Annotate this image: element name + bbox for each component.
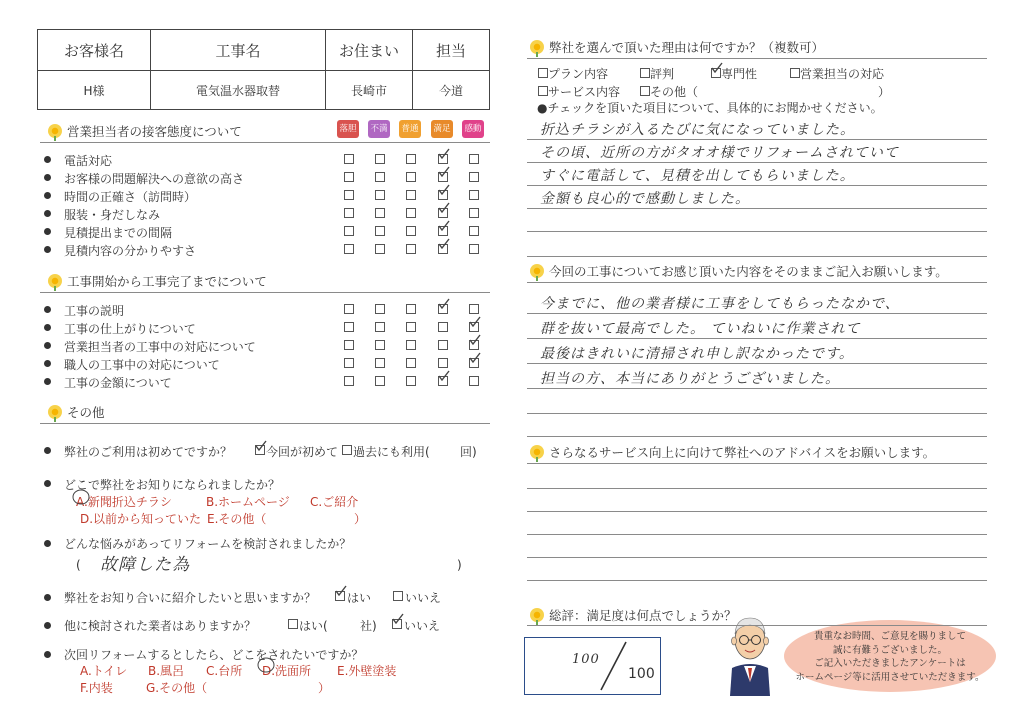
bullet-icon xyxy=(44,622,51,629)
rating-badge: 不満 xyxy=(368,120,390,138)
circle-mark-icon xyxy=(71,488,91,506)
divider xyxy=(40,142,490,143)
slash-mark-icon xyxy=(598,640,628,692)
rating-checkbox[interactable] xyxy=(406,304,416,314)
circle-mark-icon xyxy=(256,656,276,674)
rating-badge: 普通 xyxy=(399,120,421,138)
rating-item-label: 見積内容の分かりやすさ xyxy=(64,244,197,258)
checkbox-used-before[interactable] xyxy=(342,445,352,455)
opt-washroom[interactable]: D.洗面所 xyxy=(262,664,312,678)
answer-rule-line xyxy=(527,139,987,140)
check-mark-icon xyxy=(438,238,450,249)
opt-toilet[interactable]: A.トイレ xyxy=(80,664,128,678)
answer-rule-line xyxy=(527,338,987,339)
thanks-message: 貴重なお時間、ご意見を賜りまして 誠に有難うございました。 ご記入いただきましたアンケートは ホームページ等に活用させていただきます。 xyxy=(795,631,985,683)
divider xyxy=(527,282,987,283)
score-value: 100 xyxy=(572,652,600,667)
rating-checkbox[interactable] xyxy=(344,172,354,182)
handwritten-answer-line: 最後はきれいに清掃され申し訳なかったです。 xyxy=(540,346,854,362)
rating-checkbox[interactable] xyxy=(344,358,354,368)
rating-item-label: 工事の金額について xyxy=(64,376,172,390)
section-heading-construction: 工事開始から工事完了までについて xyxy=(48,272,267,290)
rating-checkbox[interactable] xyxy=(438,340,448,350)
check-mark-icon xyxy=(438,298,450,309)
divider xyxy=(527,463,987,464)
customer-name: H様 xyxy=(38,71,151,110)
answer-rule-line xyxy=(527,162,987,163)
bullet-icon xyxy=(44,480,51,487)
rating-item-label: 工事の説明 xyxy=(64,304,125,318)
bullet-icon xyxy=(44,246,51,253)
address: 長崎市 xyxy=(326,71,413,110)
divider xyxy=(527,436,987,437)
check-mark-icon xyxy=(438,184,450,195)
section-heading-service: 営業担当者の接客態度について xyxy=(48,122,242,140)
rating-checkbox[interactable] xyxy=(406,358,416,368)
rating-checkbox[interactable] xyxy=(469,172,479,182)
bullet-icon xyxy=(44,342,51,349)
rating-checkbox[interactable] xyxy=(469,304,479,314)
col-staff-header: 担当 xyxy=(413,30,490,71)
checkbox-plan[interactable] xyxy=(538,68,548,78)
rating-checkbox[interactable] xyxy=(469,154,479,164)
rating-checkbox[interactable] xyxy=(406,154,416,164)
q-reform-reason: どんな悩みがあってリフォームを検討されましたか？ xyxy=(64,537,352,551)
rating-checkbox[interactable] xyxy=(406,322,416,332)
rating-checkbox[interactable] xyxy=(406,244,416,254)
bullet-icon xyxy=(44,594,51,601)
handwritten-answer-line: 担当の方、本当にありがとうございました。 xyxy=(540,371,840,387)
bullet-icon xyxy=(44,228,51,235)
rating-checkbox[interactable] xyxy=(375,208,385,218)
bullet-icon xyxy=(44,210,51,217)
rating-checkbox[interactable] xyxy=(375,172,385,182)
mascot-illustration xyxy=(722,610,778,696)
rating-checkbox[interactable] xyxy=(344,190,354,200)
checkbox-reason-other[interactable] xyxy=(640,86,650,96)
reason-service: サービス内容 xyxy=(548,85,621,99)
bullet-icon xyxy=(44,324,51,331)
paren-open: ( xyxy=(76,558,81,572)
rating-badge: 感動 xyxy=(462,120,484,138)
bullet-icon xyxy=(44,540,51,547)
rating-checkbox[interactable] xyxy=(469,376,479,386)
rating-checkbox[interactable] xyxy=(469,244,479,254)
handwritten-answer-line: 金額も良心的で感動しました。 xyxy=(540,191,750,207)
rating-item-label: 職人の工事中の対応について xyxy=(64,358,220,372)
check-mark-icon xyxy=(438,370,450,381)
section-heading-impression: 今回の工事についてお感じ頂いた内容をそのままご記入お願いします。 xyxy=(530,262,948,280)
bullet-icon xyxy=(44,447,51,454)
opt-kitchen[interactable]: C.台所 xyxy=(206,664,243,678)
rating-checkbox[interactable] xyxy=(344,304,354,314)
opt-used-before-count: 回) xyxy=(460,445,477,459)
opt-other-place[interactable]: G.その他（ xyxy=(146,681,208,695)
answer-rule-line xyxy=(527,388,987,389)
answer-rule-line xyxy=(527,534,987,535)
opt-vendors-no: いいえ xyxy=(404,619,441,633)
reason-other: その他（ xyxy=(650,85,699,99)
answer-rule-line xyxy=(527,413,987,414)
opt-vendors-count: 社) xyxy=(360,619,377,633)
check-mark-icon xyxy=(438,148,450,159)
rating-badge: 満足 xyxy=(431,120,453,138)
check-mark-icon xyxy=(438,220,450,231)
q-how-known: どこで弊社をお知りになられましたか？ xyxy=(64,478,281,492)
check-mark-icon xyxy=(438,166,450,177)
answer-rule-line xyxy=(527,511,987,512)
checkbox-vendors-yes[interactable] xyxy=(288,619,298,629)
rating-item-label: 服装・身だしなみ xyxy=(64,208,161,222)
reason-plan: プラン内容 xyxy=(548,67,609,81)
opt-referral[interactable]: C.ご紹介 xyxy=(310,495,359,509)
reason-reputation: 評判 xyxy=(650,67,675,81)
rating-checkbox[interactable] xyxy=(344,226,354,236)
opt-other-source[interactable]: E.その他（ xyxy=(207,512,267,526)
reason-other-close: ） xyxy=(878,85,891,99)
opt-bath[interactable]: B.風呂 xyxy=(148,664,185,678)
handwritten-answer-line: 群を抜いて最高でした。 ていねいに作業されて xyxy=(540,321,861,337)
check-mark-icon xyxy=(392,613,404,624)
rating-checkbox[interactable] xyxy=(406,376,416,386)
flower-icon xyxy=(530,445,544,459)
opt-other-source-close: ） xyxy=(354,512,367,526)
checkbox-reputation[interactable] xyxy=(640,68,650,78)
col-address-header: お住まい xyxy=(326,30,413,71)
section-heading-advice: さらなるサービス向上に向けて弊社へのアドバイスをお願いします。 xyxy=(530,443,935,461)
col-customer-header: お客様名 xyxy=(38,30,151,71)
opt-first-time: 今回が初めて xyxy=(266,445,339,459)
flower-icon xyxy=(48,124,62,138)
q-introduce: 弊社をお知り合いに紹介したいと思いますか？ xyxy=(64,591,317,605)
check-mark-icon xyxy=(469,352,481,363)
col-work-header: 工事名 xyxy=(151,30,326,71)
rating-badge: 落胆 xyxy=(337,120,359,138)
reason-sales-response: 営業担当の対応 xyxy=(800,67,885,81)
answer-rule-line xyxy=(527,185,987,186)
answer-rule-line xyxy=(527,313,987,314)
rating-checkbox[interactable] xyxy=(406,226,416,236)
rating-checkbox[interactable] xyxy=(344,376,354,386)
opt-known-before[interactable]: D.以前から知っていた xyxy=(80,512,202,526)
section-heading-other: その他 xyxy=(48,403,105,421)
check-mark-icon xyxy=(469,334,481,345)
q-other-vendors: 他に検討された業者はありますか？ xyxy=(64,619,257,633)
q-next-reform: 次回リフォームするとしたら、どこをされたいですか？ xyxy=(64,648,364,662)
rating-checkbox[interactable] xyxy=(375,376,385,386)
section-heading-reason: 弊社を選んで頂いた理由は何ですか？（複数可） xyxy=(530,38,824,56)
flower-icon xyxy=(530,264,544,278)
rating-checkbox[interactable] xyxy=(469,208,479,218)
flower-icon xyxy=(530,40,544,54)
flower-icon xyxy=(530,608,544,622)
opt-interior[interactable]: F.内装 xyxy=(80,681,113,695)
divider xyxy=(40,423,490,424)
reason-detail-prompt: ●チェックを頂いた項目について、具体的にお聞かせください。 xyxy=(537,101,883,115)
rating-item-label: 時間の正確さ（訪問時） xyxy=(64,190,197,204)
rating-item-label: 電話対応 xyxy=(64,154,113,168)
check-mark-icon xyxy=(438,202,450,213)
rating-checkbox[interactable] xyxy=(344,340,354,350)
rating-checkbox[interactable] xyxy=(375,322,385,332)
staff-name: 今道 xyxy=(413,71,490,110)
rating-checkbox[interactable] xyxy=(406,208,416,218)
rating-checkbox[interactable] xyxy=(438,358,448,368)
opt-used-before: 過去にも利用( xyxy=(353,445,430,459)
rating-checkbox[interactable] xyxy=(469,190,479,200)
divider xyxy=(527,58,987,59)
rating-checkbox[interactable] xyxy=(375,226,385,236)
rating-checkbox[interactable] xyxy=(469,226,479,236)
bullet-icon xyxy=(44,378,51,385)
check-mark-icon xyxy=(335,585,347,596)
opt-introduce-no: いいえ xyxy=(405,591,442,605)
rating-checkbox[interactable] xyxy=(375,340,385,350)
customer-info-table xyxy=(37,29,490,110)
handwritten-answer-line: 今までに、他の業者様に工事をしてもらったなかで、 xyxy=(540,296,900,312)
bullet-icon xyxy=(44,156,51,163)
rating-checkbox[interactable] xyxy=(375,244,385,254)
opt-homepage[interactable]: B.ホームページ xyxy=(206,495,290,509)
divider xyxy=(527,256,987,257)
answer-rule-line xyxy=(527,488,987,489)
rating-checkbox[interactable] xyxy=(375,154,385,164)
opt-introduce-yes: はい xyxy=(347,591,372,605)
opt-newspaper[interactable]: A.新聞折込チラシ xyxy=(76,495,172,509)
rating-checkbox[interactable] xyxy=(375,358,385,368)
q-first-time: 弊社のご利用は初めてですか？ xyxy=(64,445,233,459)
flower-icon xyxy=(48,405,62,419)
rating-checkbox[interactable] xyxy=(344,208,354,218)
rating-checkbox[interactable] xyxy=(406,172,416,182)
bullet-icon xyxy=(44,306,51,313)
rating-checkbox[interactable] xyxy=(344,154,354,164)
rating-item-label: 営業担当者の工事中の対応について xyxy=(64,340,256,354)
rating-checkbox[interactable] xyxy=(406,190,416,200)
score-max: 100 xyxy=(628,666,655,682)
flower-icon xyxy=(48,274,62,288)
rating-item-label: 見積提出までの間隔 xyxy=(64,226,173,240)
rating-item-label: 工事の仕上がりについて xyxy=(64,322,196,336)
bullet-icon xyxy=(44,651,51,658)
bullet-icon xyxy=(44,174,51,181)
handwritten-answer-line: その頃、近所の方がタオオ様でリフォームされていて xyxy=(540,145,899,161)
rating-checkbox[interactable] xyxy=(344,244,354,254)
paren-close: ) xyxy=(457,558,462,572)
answer-rule-line xyxy=(527,557,987,558)
handwritten-answer-line: 折込チラシが入るたびに気になっていました。 xyxy=(540,122,855,138)
opt-other-place-close: ） xyxy=(318,681,331,695)
handwritten-answer-line: すぐに電話して、見積を出してもらいました。 xyxy=(540,168,855,184)
reason-expertise: 専門性 xyxy=(721,67,758,81)
work-name: 電気温水器取替 xyxy=(151,71,326,110)
check-mark-icon xyxy=(469,316,481,327)
rating-checkbox[interactable] xyxy=(375,304,385,314)
divider xyxy=(40,292,490,293)
answer-rule-line xyxy=(527,363,987,364)
opt-exterior[interactable]: E.外壁塗装 xyxy=(337,664,397,678)
answer-rule-line xyxy=(527,580,987,581)
answer-rule-line xyxy=(527,208,987,209)
divider xyxy=(527,625,987,626)
rating-checkbox[interactable] xyxy=(406,340,416,350)
checkbox-service[interactable] xyxy=(538,86,548,96)
opt-vendors-yes: はい( xyxy=(299,619,328,633)
bullet-icon xyxy=(44,192,51,199)
bullet-icon xyxy=(44,360,51,367)
checkbox-sales-response[interactable] xyxy=(790,68,800,78)
rating-checkbox[interactable] xyxy=(344,322,354,332)
rating-checkbox[interactable] xyxy=(438,322,448,332)
checkbox-introduce-no[interactable] xyxy=(393,591,403,601)
rating-checkbox[interactable] xyxy=(375,190,385,200)
rating-item-label: お客様の問題解決への意欲の高さ xyxy=(64,172,245,186)
answer-rule-line xyxy=(527,231,987,232)
reform-reason-answer: 故障した為 xyxy=(100,555,190,575)
section-heading-score: 総評：満足度は何点でしょうか？ xyxy=(530,606,737,624)
